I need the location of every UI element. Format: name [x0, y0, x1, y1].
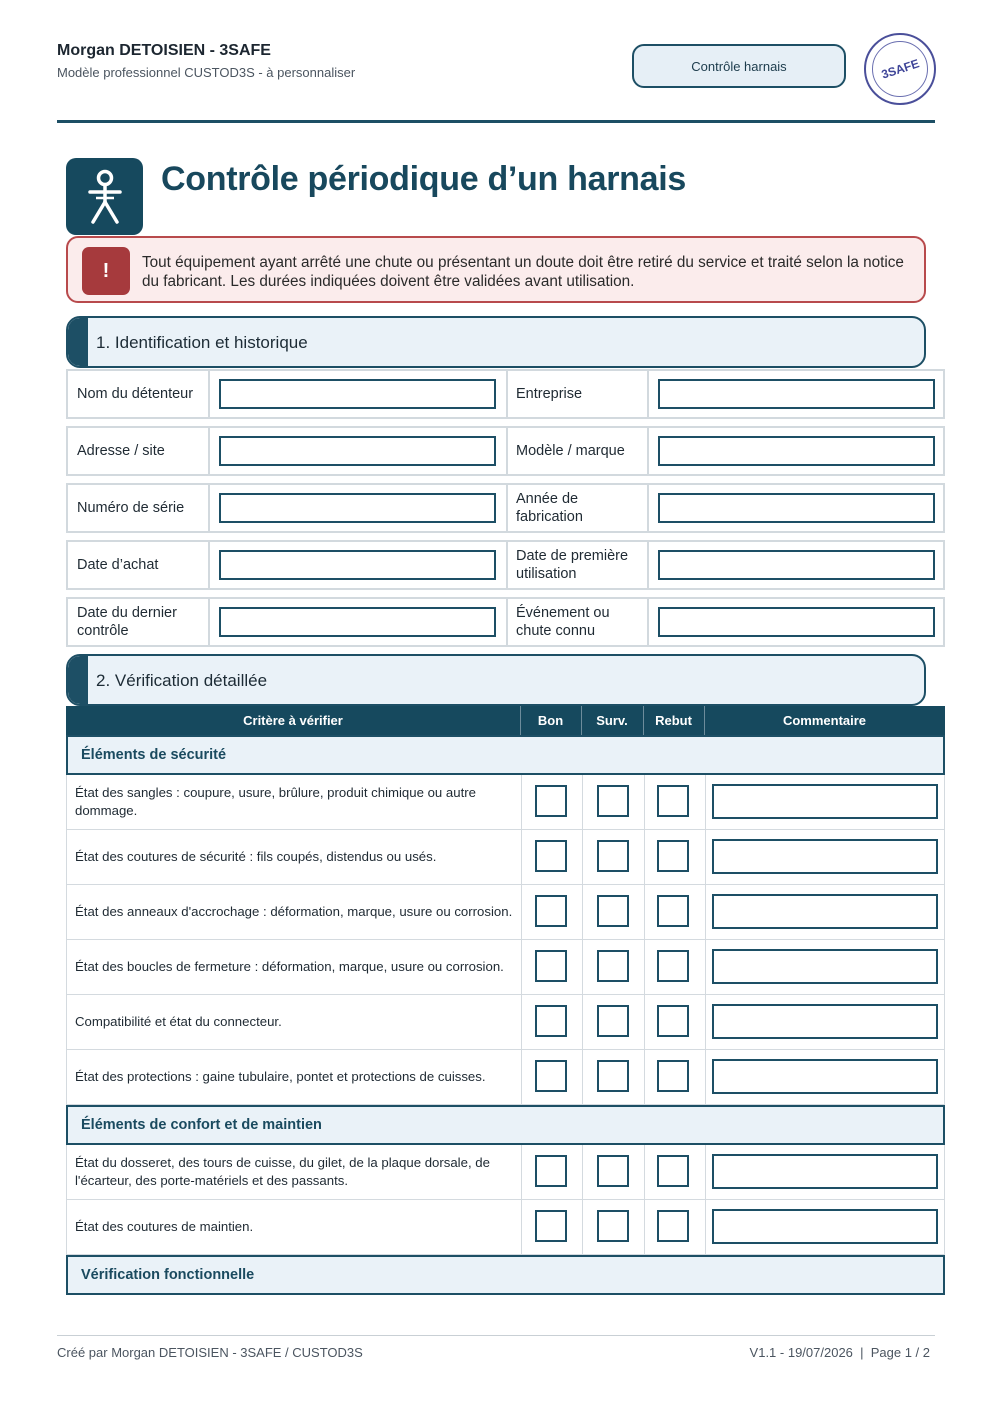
cell-divider — [521, 940, 522, 994]
identification-row — [66, 540, 945, 590]
cell-divider — [521, 1145, 522, 1199]
reject-checkbox[interactable] — [657, 840, 689, 872]
text-input-right[interactable] — [658, 607, 935, 637]
cell-divider — [506, 542, 508, 588]
monitor-checkbox[interactable] — [597, 785, 629, 817]
section-identification-header — [66, 316, 926, 368]
comment-input[interactable] — [712, 839, 938, 874]
cell-divider — [506, 371, 508, 417]
reject-checkbox[interactable] — [657, 1155, 689, 1187]
cell-divider — [644, 1200, 645, 1254]
good-checkbox[interactable] — [535, 950, 567, 982]
identification-row — [66, 426, 945, 476]
good-checkbox[interactable] — [535, 1155, 567, 1187]
section-accent-bar — [68, 318, 88, 366]
template-subtitle: Modèle professionnel CUSTOD3S - à personnaliser — [57, 65, 356, 80]
text-input-right[interactable] — [658, 493, 935, 523]
text-input-left[interactable] — [219, 436, 496, 466]
cell-divider — [582, 995, 583, 1049]
column-reject-header: Rebut — [655, 713, 692, 728]
comment-input[interactable] — [712, 894, 938, 929]
field-label-right: Événement ou chute connu — [516, 605, 610, 639]
reject-checkbox[interactable] — [657, 1060, 689, 1092]
seal-text: 3SAFE — [879, 56, 921, 82]
cell-divider — [705, 995, 706, 1049]
header-divider — [520, 706, 521, 735]
monitor-checkbox[interactable] — [597, 950, 629, 982]
warning-alert — [66, 236, 926, 303]
criterion-row — [66, 1200, 945, 1255]
cell-divider — [506, 485, 508, 531]
criterion-row — [66, 775, 945, 830]
cell-divider — [644, 775, 645, 829]
cell-divider — [582, 1145, 583, 1199]
cell-divider — [705, 775, 706, 829]
cell-divider — [208, 428, 210, 474]
field-label-right: Entreprise — [516, 386, 583, 402]
cell-divider — [705, 1050, 706, 1104]
header-divider — [57, 120, 935, 123]
cell-divider — [705, 885, 706, 939]
cell-divider — [582, 940, 583, 994]
good-checkbox[interactable] — [535, 785, 567, 817]
monitor-checkbox[interactable] — [597, 1155, 629, 1187]
reject-checkbox[interactable] — [657, 785, 689, 817]
identification-row — [66, 483, 945, 533]
category-title: Éléments de confort et de maintien — [81, 1117, 322, 1133]
cell-divider — [644, 885, 645, 939]
column-good-header: Bon — [537, 713, 564, 728]
field-label-right: Année de fabrication — [516, 491, 583, 525]
criterion-text: État des sangles : coupure, usure, brûlure, produit chimique ou autre dommage. — [75, 785, 476, 818]
category-title: Vérification fonctionnelle — [81, 1267, 255, 1283]
cell-divider — [582, 1050, 583, 1104]
cell-divider — [582, 1200, 583, 1254]
text-input-right[interactable] — [658, 379, 935, 409]
criterion-text: Compatibilité et état du connecteur. — [75, 1014, 282, 1029]
good-checkbox[interactable] — [535, 1005, 567, 1037]
good-checkbox[interactable] — [535, 895, 567, 927]
criterion-text: État des coutures de maintien. — [75, 1219, 254, 1234]
criterion-row — [66, 885, 945, 940]
cell-divider — [705, 830, 706, 884]
cell-divider — [705, 940, 706, 994]
field-label-right: Modèle / marque — [516, 443, 625, 459]
cell-divider — [647, 485, 649, 531]
footer-credit: Créé par Morgan DETOISIEN - 3SAFE / CUSTOD3S — [57, 1345, 363, 1360]
monitor-checkbox[interactable] — [597, 1210, 629, 1242]
criterion-row — [66, 940, 945, 995]
cell-divider — [647, 428, 649, 474]
cell-divider — [521, 775, 522, 829]
cell-divider — [582, 830, 583, 884]
cell-divider — [506, 428, 508, 474]
cell-divider — [582, 775, 583, 829]
reject-checkbox[interactable] — [657, 1210, 689, 1242]
text-input-left[interactable] — [219, 379, 496, 409]
cell-divider — [208, 542, 210, 588]
field-label-left: Date d’achat — [77, 557, 159, 573]
monitor-checkbox[interactable] — [597, 895, 629, 927]
monitor-checkbox[interactable] — [597, 1060, 629, 1092]
category-row — [66, 1255, 945, 1295]
comment-input[interactable] — [712, 1004, 938, 1039]
cell-divider — [644, 940, 645, 994]
comment-input[interactable] — [712, 1154, 938, 1189]
cell-divider — [521, 830, 522, 884]
cell-divider — [644, 1050, 645, 1104]
header-divider — [704, 706, 705, 735]
good-checkbox[interactable] — [535, 1210, 567, 1242]
author-name: Morgan DETOISIEN - 3SAFE — [57, 42, 271, 59]
cell-divider — [521, 1200, 522, 1254]
field-label-left: Numéro de série — [77, 500, 185, 516]
comment-input[interactable] — [712, 784, 938, 819]
comment-input[interactable] — [712, 949, 938, 984]
section-title: 2. Vérification détaillée — [96, 671, 268, 690]
column-criterion-header: Critère à vérifier — [243, 713, 343, 728]
criterion-row — [66, 995, 945, 1050]
cell-divider — [644, 1145, 645, 1199]
page-title: Contrôle périodique d’un harnais — [161, 160, 686, 198]
field-label-left: Adresse / site — [77, 443, 165, 459]
section-accent-bar — [68, 656, 88, 704]
good-checkbox[interactable] — [535, 1060, 567, 1092]
reject-checkbox[interactable] — [657, 1005, 689, 1037]
monitor-checkbox[interactable] — [597, 840, 629, 872]
cell-divider — [208, 599, 210, 645]
criterion-text: État des boucles de fermeture : déformation, marque, usure ou corrosion. — [75, 959, 504, 974]
table-header — [66, 706, 945, 735]
section-verification-header — [66, 654, 926, 706]
company-seal-logo — [864, 33, 936, 105]
criterion-row — [66, 1145, 945, 1200]
reject-checkbox[interactable] — [657, 950, 689, 982]
cell-divider — [647, 542, 649, 588]
cell-divider — [521, 1050, 522, 1104]
criterion-text: État des protections : gaine tubulaire, pontet et protections de cuisses. — [75, 1069, 486, 1084]
cell-divider — [647, 371, 649, 417]
criterion-text: État des coutures de sécurité : fils coupés, distendus ou usés. — [75, 849, 437, 864]
header-divider — [581, 706, 582, 735]
exclamation-icon: ! — [82, 247, 130, 295]
comment-input[interactable] — [712, 1209, 938, 1244]
cell-divider — [647, 599, 649, 645]
text-input-right[interactable] — [658, 550, 935, 580]
field-label-left: Nom du détenteur — [77, 386, 194, 402]
cell-divider — [644, 830, 645, 884]
criterion-text: État des anneaux d'accrochage : déformation, marque, usure ou corrosion. — [75, 904, 513, 919]
identification-row — [66, 597, 945, 647]
footer-divider — [57, 1335, 935, 1336]
footer-version-page: V1.1 - 19/07/2026 | Page 1 / 2 — [749, 1345, 930, 1360]
criterion-row — [66, 1050, 945, 1105]
harness-person-icon — [66, 158, 143, 235]
category-title: Éléments de sécurité — [81, 747, 227, 763]
category-row — [66, 735, 945, 775]
cell-divider — [705, 1145, 706, 1199]
identification-row — [66, 369, 945, 419]
good-checkbox[interactable] — [535, 840, 567, 872]
monitor-checkbox[interactable] — [597, 1005, 629, 1037]
cell-divider — [705, 1200, 706, 1254]
column-monitor-header: Surv. — [596, 713, 628, 728]
cell-divider — [644, 995, 645, 1049]
header-divider — [643, 706, 644, 735]
category-row — [66, 1105, 945, 1145]
text-input-left[interactable] — [219, 550, 496, 580]
warning-text: Tout équipement ayant arrêté une chute ou présentant un doute doit être retiré du service et traité selon la notice du fabricant. Les durées indiquées doivent être validées avant utilisation. — [142, 254, 904, 290]
text-input-right[interactable] — [658, 436, 935, 466]
cell-divider — [521, 995, 522, 1049]
text-input-left[interactable] — [219, 493, 496, 523]
criterion-row — [66, 830, 945, 885]
text-input-left[interactable] — [219, 607, 496, 637]
column-comment-header: Commentaire — [782, 713, 867, 728]
comment-input[interactable] — [712, 1059, 938, 1094]
cell-divider — [506, 599, 508, 645]
cell-divider — [582, 885, 583, 939]
document-type-badge: Contrôle harnais — [632, 44, 846, 88]
cell-divider — [208, 371, 210, 417]
cell-divider — [208, 485, 210, 531]
section-title: 1. Identification et historique — [96, 333, 308, 352]
cell-divider — [521, 885, 522, 939]
company-seal-inner — [872, 41, 928, 97]
reject-checkbox[interactable] — [657, 895, 689, 927]
field-label-right: Date de première utilisation — [516, 548, 629, 582]
field-label-left: Date du dernier contrôle — [77, 605, 177, 639]
criterion-text: État du dosseret, des tours de cuisse, du gilet, de la plaque dorsale, de l'écarteur, des porte-matériels et des passants. — [75, 1155, 490, 1188]
